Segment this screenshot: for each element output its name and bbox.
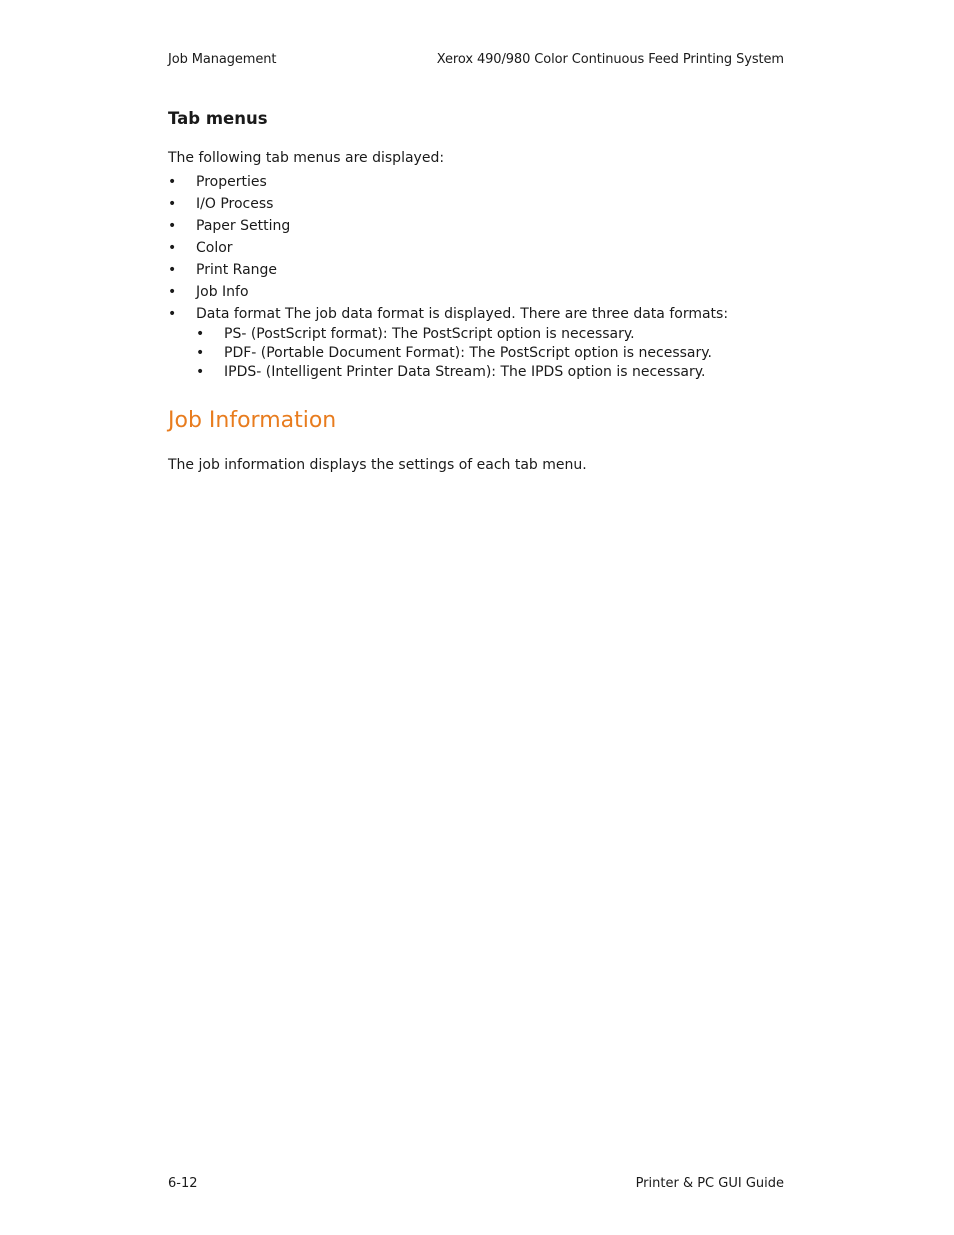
footer-guide-title: Printer & PC GUI Guide — [635, 1176, 784, 1191]
list-item: • Print Range — [168, 259, 784, 281]
tab-menu-list — [168, 171, 784, 382]
list-item: • I/O Process — [168, 193, 784, 215]
job-information-text: The job information displays the settings of each tab menu. — [168, 457, 587, 473]
list-item: • Job Info — [168, 281, 784, 303]
list-item: • PDF- (Portable Document Format): The PostScript option is necessary. — [196, 344, 784, 363]
list-item: • Paper Setting — [168, 215, 784, 237]
data-format-list — [196, 325, 784, 382]
page-number: 6-12 — [168, 1176, 198, 1191]
list-item: • PS- (PostScript format): The PostScript option is necessary. — [196, 325, 784, 344]
running-header — [168, 52, 784, 67]
list-item: • IPDS- (Intelligent Printer Data Stream): The IPDS option is necessary. — [196, 363, 784, 382]
header-section-title: Job Management — [168, 52, 277, 67]
running-footer — [168, 1176, 784, 1191]
main-content — [168, 106, 784, 475]
tab-menus-intro: The following tab menus are displayed: — [168, 150, 445, 166]
job-information-heading: Job Information — [168, 408, 337, 433]
list-item-data-format: • Data format The job data format is displayed. There are three data formats: • PS- (PostScript format): The PostScript option is necessary. • PDF- (Portable Document Format): The PostScript option is necessary. • IPDS- (Intelligent Printer Data Stream): The IPDS option is necessary. — [168, 303, 784, 382]
list-item: • Properties — [168, 171, 784, 193]
list-item: • Color — [168, 237, 784, 259]
header-product-title: Xerox 490/980 Color Continuous Feed Printing System — [436, 52, 784, 67]
tab-menus-heading: Tab menus — [168, 109, 268, 128]
